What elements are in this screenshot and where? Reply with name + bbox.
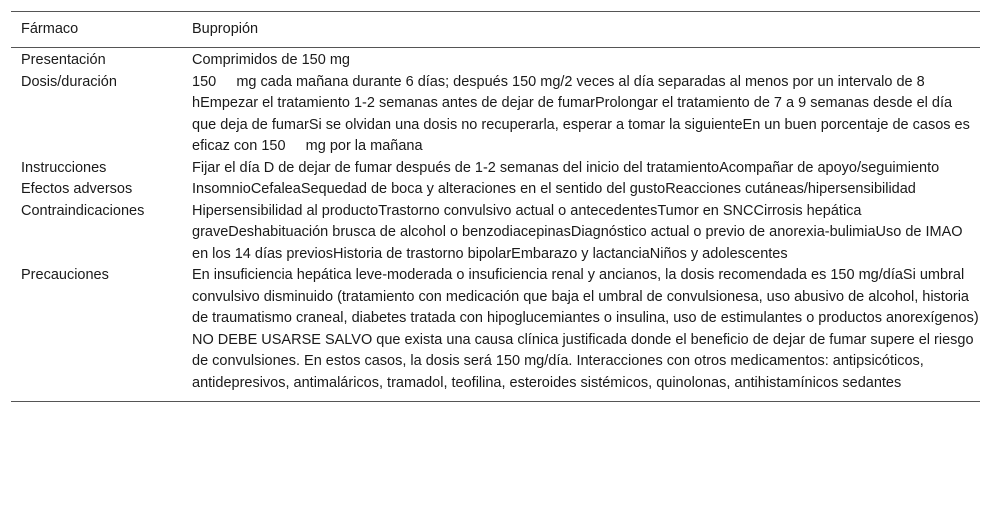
row-label-contraindicaciones: Contraindicaciones (21, 202, 145, 219)
table-row (11, 48, 980, 72)
row-label-dosis: Dosis/duración (21, 73, 117, 90)
header-row (11, 12, 980, 48)
table-body (11, 48, 980, 402)
row-label-efectos: Efectos adversos (21, 181, 133, 197)
table-header (11, 12, 980, 48)
drug-info-table (11, 11, 980, 401)
table-row (11, 179, 980, 201)
row-label-presentacion: Presentación (21, 52, 106, 68)
row-value-instrucciones: Fijar el día D de dejar de fumar después de 1-2 semanas del inicio del tratamientoAcompañar de apoyo/seguimiento (192, 159, 940, 176)
row-value-precauciones: En insuficiencia hepática leve-moderada o insuficiencia renal y ancianos, la dosis recomendada es 150 mg/díaSi umbral convulsivo disminuido (tratamiento con medicación que baja el umbral de convulsionesa, uso abusivo de alcohol, historia de traumatismo craneal, diabetes tratada con hipoglucemiantes o insulina, uso de estimulantes o productos anorexígenos) NO DEBE USARSE SALVO que exista una causa clínica justificada donde el beneficio de dejar de fumar supere el riesgo de convulsiones. En estos casos, la dosis será 150 mg/día. Interacciones con otros medicamentos: antipsicóticos, antidepresivos, antimaláricos, tramadol, teofilina, esteroides sistémicos, quinolonas, antihistamínicos sedantes (192, 267, 979, 391)
table-row (11, 201, 980, 266)
drug-info-table-container (11, 11, 980, 402)
row-label-precauciones: Precauciones (21, 267, 109, 283)
row-value-dosis: 150 mg cada mañana durante 6 días; después 150 mg/2 veces al día separadas al menos por un intervalo de 8 hEmpezar el tratamiento 1-2 semanas antes de dejar de fumarProlongar el tratamiento de 7 a 9 semanas desde el día que deja de fumarSi se olvidan una dosis no recuperarla, esperar a tomar la siguienteEn un buen porcentaje de casos es eficaz con 150 mg por la mañana (192, 73, 970, 154)
table-row (11, 265, 980, 401)
row-value-contraindicaciones: Hipersensibilidad al productoTrastorno convulsivo actual o antecedentesTumor en SNCCirrosis hepática graveDeshabituación brusca de alcohol o benzodiacepinasDiagnóstico actual o previo de anorexia-bulimiaUso de IMAO en los 14 días previosHistoria de trastorno bipolarEmbarazo y lactanciaNiños y adolescentes (192, 202, 963, 262)
row-label-instrucciones: Instrucciones (21, 159, 107, 176)
row-value-presentacion: Comprimidos de 150 mg (192, 52, 350, 68)
table-row (11, 72, 980, 158)
header-drug-name: Bupropión (192, 20, 259, 37)
row-value-efectos: InsomnioCefaleaSequedad de boca y alteraciones en el sentido del gustoReacciones cutáneas/hipersensibilidad (192, 181, 916, 197)
table-row (11, 158, 980, 180)
header-farmaco: Fármaco (21, 20, 79, 37)
